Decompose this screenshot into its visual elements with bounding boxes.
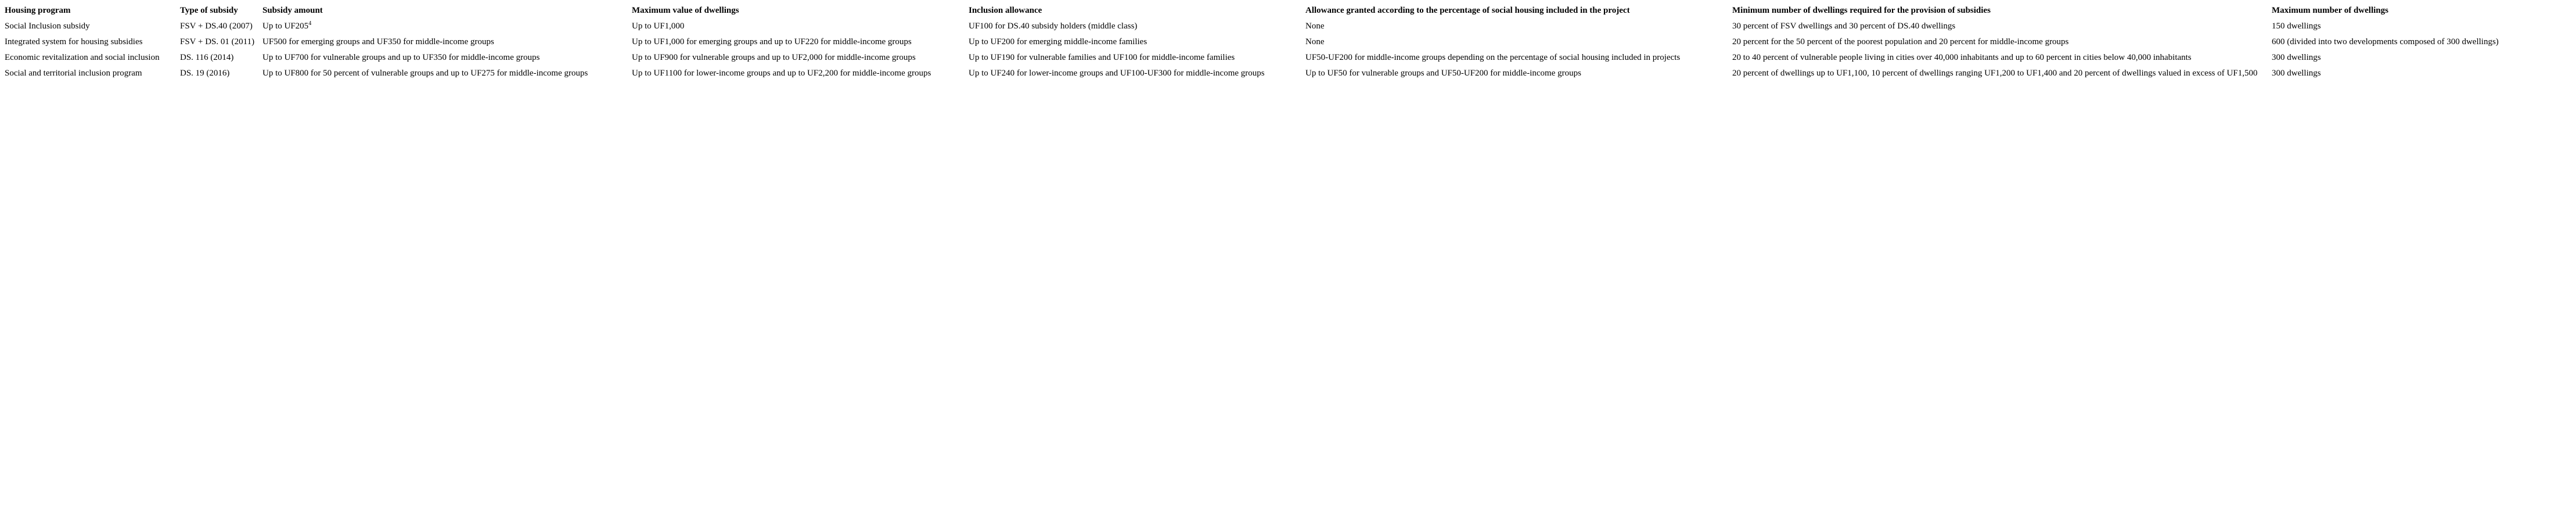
table-cell: UF100 for DS.40 subsidy holders (middle class) xyxy=(969,22,1138,31)
table-cell: FSV + DS. 01 (2011) xyxy=(180,37,255,46)
table-cell: 600 (divided into two developments composed of 300 dwellings) xyxy=(2272,37,2499,46)
table-cell: Up to UF700 for vulnerable groups and up to UF350 for middle-income groups xyxy=(262,53,540,62)
footnote-marker: 4 xyxy=(308,20,312,27)
table-cell: Up to UF50 for vulnerable groups and UF50-UF200 for middle-income groups xyxy=(1305,69,1581,78)
table-cell: Up to UF800 for 50 percent of vulnerable groups and up to UF275 for middle-income groups xyxy=(262,69,588,78)
table-cell: Integrated system for housing subsidies xyxy=(5,37,143,46)
table-cell: 20 percent of dwellings up to UF1,100, 10 percent of dwellings ranging UF1,200 to UF1,400 and 20 percent of dwellings valued in excess of UF1,500 xyxy=(1732,69,2258,78)
table-cell: 150 dwellings xyxy=(2272,22,2321,31)
table-cell: Social and territorial inclusion program xyxy=(5,69,142,78)
table-cell: Up to UF200 for emerging middle-income families xyxy=(969,37,1147,46)
table-row xyxy=(5,50,2576,66)
table-cell: DS. 19 (2016) xyxy=(180,69,230,78)
table-cell: Social Inclusion subsidy xyxy=(5,22,90,31)
table-row xyxy=(5,66,2576,81)
table-cell: UF500 for emerging groups and UF350 for middle-income groups xyxy=(262,37,494,46)
column-header-maximum-number-of-dwellings: Maximum number of dwellings xyxy=(2272,6,2388,15)
table-cell: Economic revitalization and social inclusion xyxy=(5,53,160,62)
table-cell: Up to UF1,000 xyxy=(632,22,685,31)
column-header-inclusion-allowance: Inclusion allowance xyxy=(969,6,1042,15)
table-cell: UF50-UF200 for middle-income groups depending on the percentage of social housing included in projects xyxy=(1305,53,1681,62)
table-cell: Up to $UF205^4$ xyxy=(262,20,312,31)
table-cell: None xyxy=(1305,37,1325,46)
table-cell: Up to UF1100 for lower-income groups and up to UF2,200 for middle-income groups xyxy=(632,69,931,78)
table-cell: FSV + DS.40 (2007) xyxy=(180,22,253,31)
table-cell: Up to UF900 for vulnerable groups and up to UF2,000 for middle-income groups xyxy=(632,53,916,62)
column-header-housing-program: Housing program xyxy=(5,6,71,15)
table-cell: 30 percent of FSV dwellings and 30 percent of DS.40 dwellings xyxy=(1732,22,1956,31)
column-header-allowance-by-social-housing-percentage: Allowance granted according to the percentage of social housing included in the project xyxy=(1305,6,1630,15)
housing-programs-table xyxy=(5,3,2576,81)
table-cell: 300 dwellings xyxy=(2272,53,2321,62)
column-header-subsidy-amount: Subsidy amount xyxy=(262,6,323,15)
table-cell: None xyxy=(1305,22,1325,31)
table-cell: 300 dwellings xyxy=(2272,69,2321,78)
table-cell: DS. 116 (2014) xyxy=(180,53,234,62)
table-cell: 20 to 40 percent of vulnerable people living in cities over 40,000 inhabitants and up to 60 percent in cities below 40,000 inhabitants xyxy=(1732,53,2192,62)
table-row xyxy=(5,34,2576,50)
column-header-maximum-value-of-dwellings: Maximum value of dwellings xyxy=(632,6,739,15)
table-cell: Up to UF190 for vulnerable families and UF100 for middle-income families xyxy=(969,53,1235,62)
column-header-minimum-number-of-dwellings: Minimum number of dwellings required for the provision of subsidies xyxy=(1732,6,1991,15)
table-header-row xyxy=(5,3,2576,19)
table-row xyxy=(5,19,2576,34)
column-header-type-of-subsidy: Type of subsidy xyxy=(180,6,238,15)
table-body xyxy=(5,19,2576,81)
table-cell: 20 percent for the 50 percent of the poorest population and 20 percent for middle-income groups xyxy=(1732,37,2069,46)
table-cell: Up to UF240 for lower-income groups and UF100-UF300 for middle-income groups xyxy=(969,69,1265,78)
table-cell: Up to UF1,000 for emerging groups and up to UF220 for middle-income groups xyxy=(632,37,912,46)
